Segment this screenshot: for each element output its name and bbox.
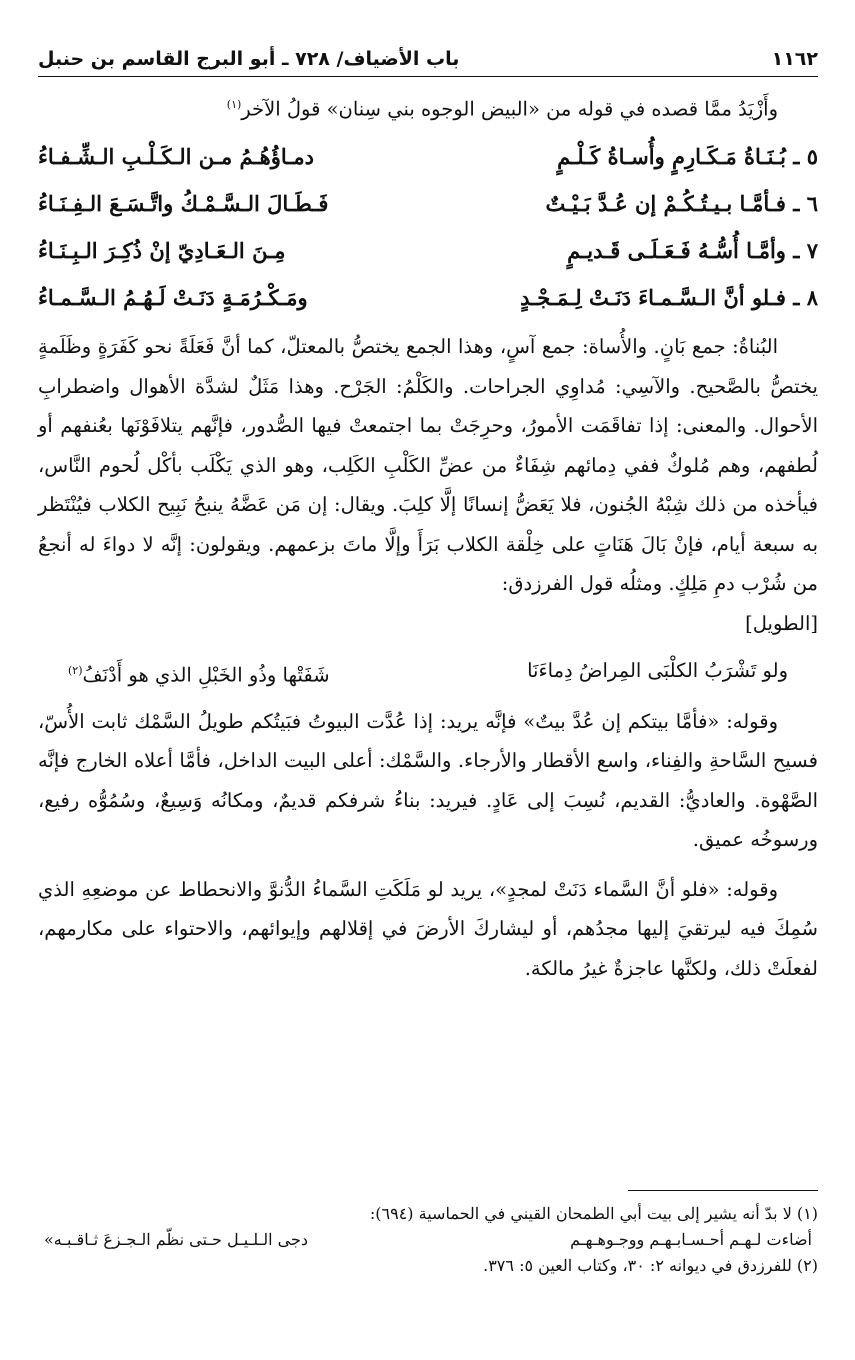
footnote-ref-1: (١) [226, 98, 242, 111]
farazdaq-second-hemistich-wrap [68, 647, 330, 700]
verse-7-first-hemistich: ٧ ـ وأمَّـا أُسُّـهُ فَـعَـلَـى قَـديـمٍ [567, 238, 818, 263]
poem-verses [38, 133, 818, 321]
intro-text: وأَزْيَدُ ممَّا قصده في قوله من «البيض الوجوه بني سِنان» قولُ الآخر [241, 97, 778, 121]
verse-8 [38, 274, 818, 321]
verse-7-second-hemistich: مِـنَ الـعَـادِيّ إنْ ذُكِـرَ الـبِـنَـاءُ [38, 238, 286, 263]
main-text [38, 85, 818, 988]
verse-6-second-hemistich: فَـطَـالَ الـسَّـمْـكُ واتَّـسَـعَ الـفِـنَـاءُ [38, 191, 329, 216]
verse-6-first-hemistich: ٦ ـ فـأمَّـا بـيـتُـكُـمْ إن عُـدَّ بَـيْـتٌ [545, 191, 818, 216]
running-title: باب الأضياف/ ٧٢٨ ـ أبو البرج القاسم بن حنبل [38, 48, 460, 70]
farazdaq-verse [38, 643, 818, 702]
footnote-1-verse-first: أضاءت لـهـم أحـسـابـهـم ووجـوهـهـم [570, 1230, 812, 1249]
verse-5-second-hemistich: دمـاؤُهُـمُ مـن الـكَـلْـبِ الـشِّـفـاءُ [38, 144, 314, 169]
verse-6 [38, 180, 818, 227]
commentary-paragraph-3: وقوله: «فلو أنَّ السَّماء دَنَتْ لمجدٍ»، يريد لو مَلَكَتِ السَّماءُ الدُّنوَّ والانحطاط عن موضعِهِ الذي سُمِكَ فيه ليرتقيَ إليها مجدُهم، أو ليشاركَ الأرضَ في إقلالهم وإيوائهم، والاحتواء على مكارمهم، لفعلَتْ ذلك، ولكنَّها عاجزةٌ غيرُ مالكة. [38, 877, 818, 980]
commentary-paragraph-2: وقوله: «فأمَّا بيتكم إن عُدَّ بيتٌ» فإنَّه يريد: إذا عُدَّت البيوتُ فبَيتُكم طويلُ السَّمْك ثابت الأُسّ، فسيح السَّاحةِ والفِناء، واسع الأقطار والأرجاء. والسَّمْك: أعلى البيت الداخل، فأمَّا أعلاه الخارج فإنَّه الصَّهْوة. والعاديُّ: القديم، نُسِبَ إلى عَادٍ. فيريد: بناءُ شرفكم قديمٌ، ومكانُه وَسِيعٌ، وسُمُوُّه رفيع، ورسوخُه عميق. [38, 709, 818, 851]
book-page [38, 48, 818, 988]
farazdaq-first-hemistich: ولو تَشْرَبُ الكلْبَى المِراضُ دِماءَنَا [527, 659, 788, 682]
verse-8-second-hemistich: ومَـكْـرُمَـةٍ دَنَـتْ لَـهُـمُ الـسَّـمـاءُ [38, 285, 308, 310]
farazdaq-second-hemistich: شَفَتْها وذُو الخَبْلِ الذي هو أَدْنَفُ [82, 663, 330, 687]
footnote-divider [628, 1190, 818, 1191]
intro-line [38, 85, 818, 129]
footnote-1: (١) لا بدّ أنه يشير إلى بيت أبي الطمحان القيني في الحماسية (٦٩٤): [369, 1204, 818, 1223]
footnote-1-verse [38, 1227, 818, 1253]
verse-5 [38, 133, 818, 180]
verse-8-first-hemistich: ٨ ـ فـلو أنَّ الـسَّـمـاءَ دَنَـتْ لِـمَـجْـدٍ [520, 285, 818, 310]
verse-5-first-hemistich: ٥ ـ بُـنَـاةُ مَـكَـارِمٍ وأُسـاةُ كَـلْـمٍ [557, 144, 818, 169]
footnote-ref-2: (٢) [68, 664, 83, 677]
verse-7 [38, 227, 818, 274]
commentary-paragraph-1: البُناةُ: جمع بَانٍ. والأُساة: جمع آسٍ، وهذا الجمع يختصُّ بالمعتلّ، كما أنَّ فَعَلَةً نحو كَفَرَةٍ وظَلَمةٍ يختصُّ بالصَّحيح. والآسِي: مُداوِي الجراحات. والكَلْمُ: الجَرْح. وهذا مَثَلٌ لشدَّة الأهوال واضطرابِ الأحوال. والمعنى: إذا تفاقَمَت الأمورُ، وحرِجَتْ بما اجتمعتْ فيها الصُّدور، فإنَّهم يتلافَوْنَها بعُنفهم أو لُطفهم، وهم مُلوكٌ ففي دِمائهم شِفَاءٌ من عضِّ الكَلْبِ الكَلِب، وهو الذي يَكْلَب بأكْل لُحوم النَّاس، فيأخذه من ذلك شِبْهُ الجُنون، فلا يَعَضُّ إنسانًا إلَّا كلِبَ. ويقال: إن مَن عَضَّهُ ينبحُ نَبِيح الكلاب فيُنْتَظر به سبعة أيام، فإنْ بَالَ هَنَاتٍ على خِلْقة الكلاب بَرَأَ وإلَّا ماتَ بزعمهم. ويقولون: إنَّه لا دواءَ له أنجعُ من شُرْب دمِ مَلِكٍ. ومثلُه قول الفرزدق: [38, 335, 818, 595]
footnote-2: (٢) للفرزدق في ديوانه ٢: ٣٠، وكتاب العين ٥: ٣٧٦. [483, 1256, 818, 1275]
page-header [38, 48, 818, 77]
page-number: ١١٦٢ [771, 48, 818, 70]
meter-label: [الطويل] [745, 611, 818, 635]
footnote-1-verse-second: دجى الـلـيـل حـتى نظّم الـجـزعَ ثـاقـبـه» [44, 1230, 309, 1249]
footnotes [38, 1190, 818, 1279]
